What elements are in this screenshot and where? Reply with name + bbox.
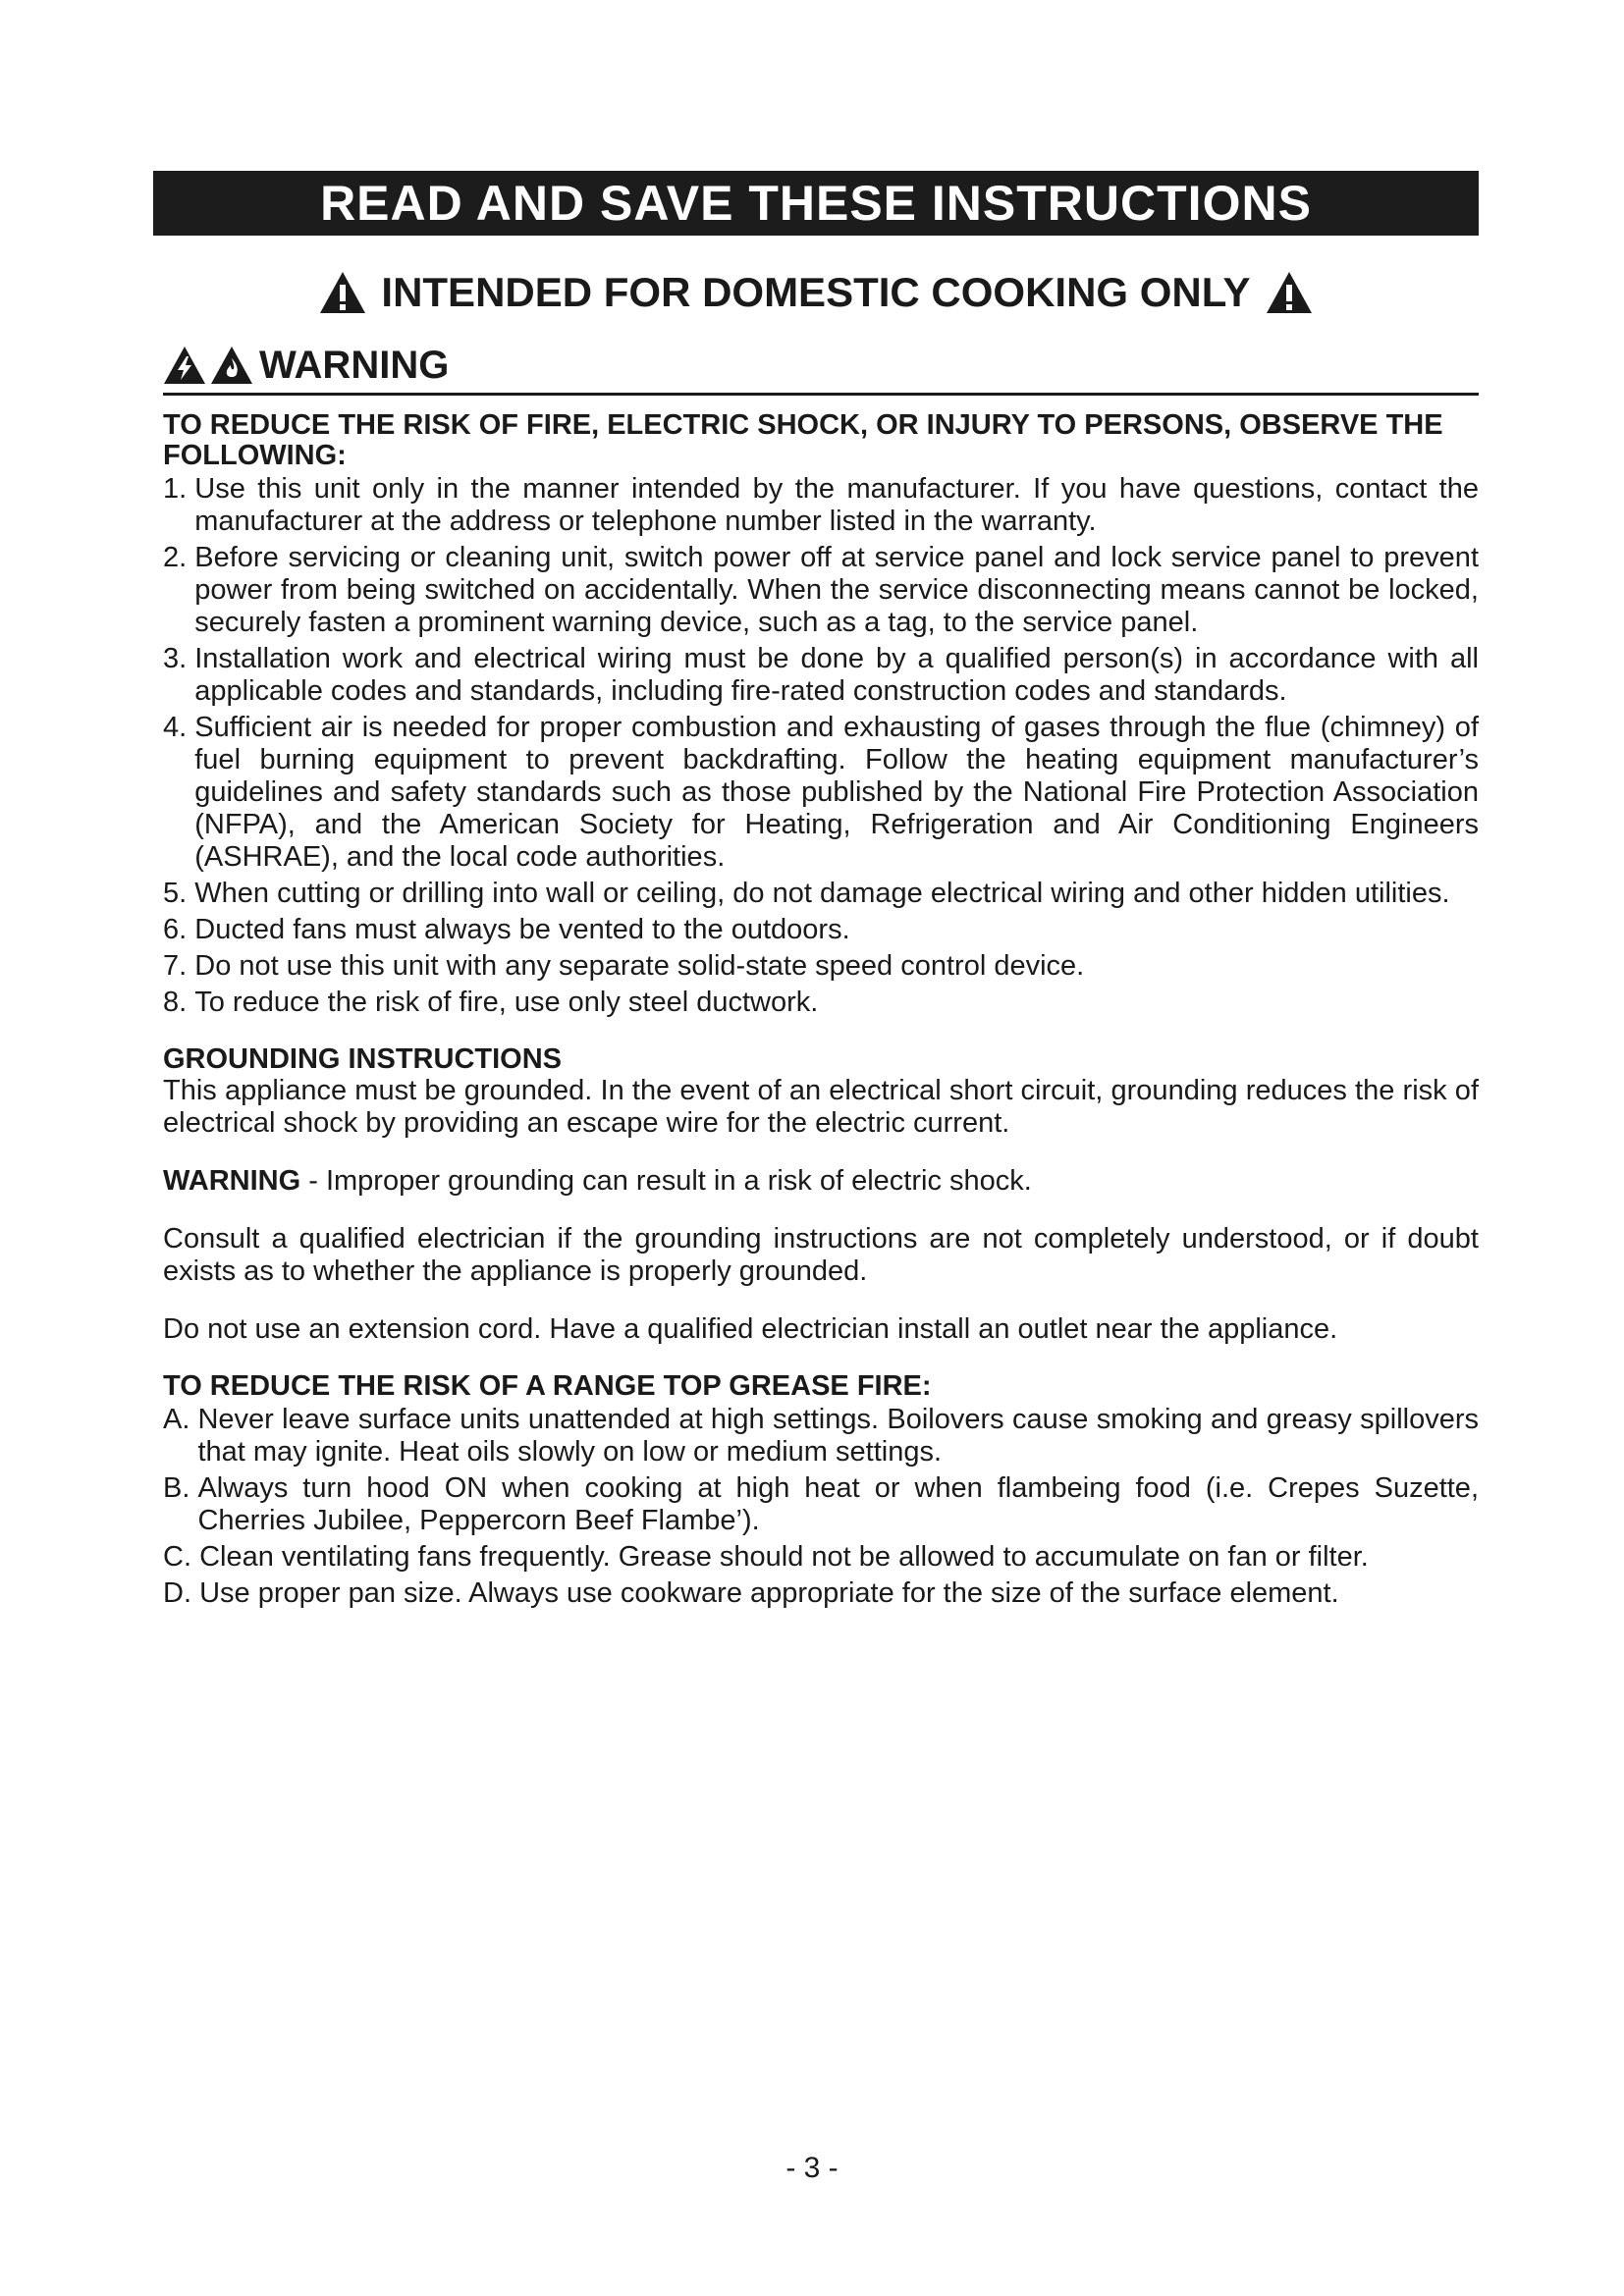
electric-hazard-icon	[163, 346, 206, 385]
warning-title: WARNING	[259, 343, 450, 387]
list-item	[163, 643, 1479, 708]
item-number: 2.	[163, 542, 195, 573]
item-text: Use this unit only in the manner intended by the manufacturer. If you have questions, contact the manufacturer at the address or telephone number listed in the warranty.	[194, 473, 1479, 537]
list-item	[163, 1472, 1479, 1537]
list-item	[163, 1577, 1479, 1610]
item-number: 7.	[163, 950, 195, 982]
grounding-consult: Consult a qualified electrician if the grounding instructions are not completely understood, or if doubt exists as to whether the appliance is properly grounded.	[163, 1223, 1479, 1287]
item-text: When cutting or drilling into wall or ceiling, do not damage electrical wiring and other hidden utilities.	[194, 878, 1450, 909]
title-banner	[153, 171, 1479, 236]
item-letter: A.	[163, 1404, 198, 1435]
item-number: 3.	[163, 643, 195, 674]
grounding-heading: GROUNDING INSTRUCTIONS	[163, 1043, 562, 1075]
list-item	[163, 987, 1479, 1019]
fire-hazard-icon	[210, 346, 253, 385]
item-text: Use proper pan size. Always use cookware appropriate for the size of the surface element.	[199, 1577, 1339, 1609]
list-item	[163, 712, 1479, 874]
warning-triangle-icon	[1265, 270, 1314, 315]
item-text: Clean ventilating fans frequently. Grease should not be allowed to accumulate on fan or filter.	[199, 1541, 1369, 1573]
grounding-warning	[163, 1165, 1479, 1198]
item-number: 8.	[163, 987, 195, 1018]
item-letter: D.	[163, 1577, 200, 1609]
item-letter: B.	[163, 1472, 198, 1504]
list-item	[163, 542, 1479, 639]
intro-heading: TO REDUCE THE RISK OF FIRE, ELECTRIC SHOCK, OR INJURY TO PERSONS, OBSERVE THE FOLLOWING:	[163, 409, 1443, 471]
item-number: 5.	[163, 878, 195, 909]
grease-list	[163, 1404, 1479, 1610]
list-item	[163, 1404, 1479, 1468]
item-text: Do not use this unit with any separate solid-state speed control device.	[194, 950, 1085, 982]
warning-triangle-icon	[318, 270, 367, 315]
grounding-extension-cord: Do not use an extension cord. Have a qualified electrician install an outlet near the appliance.	[163, 1313, 1338, 1345]
grease-heading: TO REDUCE THE RISK OF A RANGE TOP GREASE FIRE:	[163, 1370, 932, 1402]
item-text: Ducted fans must always be vented to the outdoors.	[194, 914, 850, 945]
item-text: Before servicing or cleaning unit, switch power off at service panel and lock service panel to prevent power from being switched on accidentally. When the service disconnecting means cannot be locked, securely fasten a prominent warning device, such as a tag, to the service panel.	[194, 542, 1479, 638]
list-item	[163, 473, 1479, 538]
list-item	[163, 914, 1479, 946]
list-item	[163, 950, 1479, 983]
grounding-warning-label: WARNING	[163, 1165, 301, 1197]
grease-section	[163, 1371, 1479, 1610]
list-item	[163, 1541, 1479, 1574]
item-number: 6.	[163, 914, 195, 945]
item-text: Sufficient air is needed for proper combustion and exhausting of gases through the flue (chimney) of fuel burning equipment to prevent backdrafting. Follow the heating equipment manufacturer’s guidelines and safety standards such as those published by the National Fire Protection Association (NFPA), and the American Society for Heating, Refrigeration and Air Conditioning Engineers (ASHRAE), and the local code authorities.	[194, 712, 1479, 873]
banner-text: READ AND SAVE THESE INSTRUCTIONS	[320, 176, 1312, 231]
item-text: To reduce the risk of fire, use only steel ductwork.	[194, 987, 819, 1018]
instructions-body	[163, 410, 1479, 1614]
grounding-warning-text: - Improper grounding can result in a risk of electric shock.	[300, 1165, 1032, 1197]
item-number: 4.	[163, 712, 195, 743]
item-text: Never leave surface units unattended at high settings. Boilovers cause smoking and greasy spillovers that may ignite. Heat oils slowly on low or medium settings.	[197, 1404, 1479, 1468]
domestic-heading	[153, 263, 1479, 322]
domestic-text: INTENDED FOR DOMESTIC COOKING ONLY	[381, 269, 1251, 315]
item-letter: C.	[163, 1541, 200, 1573]
safety-list	[163, 473, 1479, 1019]
warning-heading	[163, 338, 1479, 396]
item-text: Always turn hood ON when cooking at high heat or when flambeing food (i.e. Crepes Suzette, Cherries Jubilee, Peppercorn Beef Flambe’).	[197, 1472, 1479, 1536]
item-text: Installation work and electrical wiring must be done by a qualified person(s) in accordance with all applicable codes and standards, including fire-rated construction codes and standards.	[194, 643, 1479, 707]
grounding-section	[163, 1044, 1479, 1346]
list-item	[163, 878, 1479, 910]
item-number: 1.	[163, 473, 195, 505]
page-number: - 3 -	[785, 2152, 839, 2184]
grounding-paragraph: This appliance must be grounded. In the event of an electrical short circuit, grounding reduces the risk of electrical shock by providing an escape wire for the electric current.	[163, 1075, 1479, 1139]
